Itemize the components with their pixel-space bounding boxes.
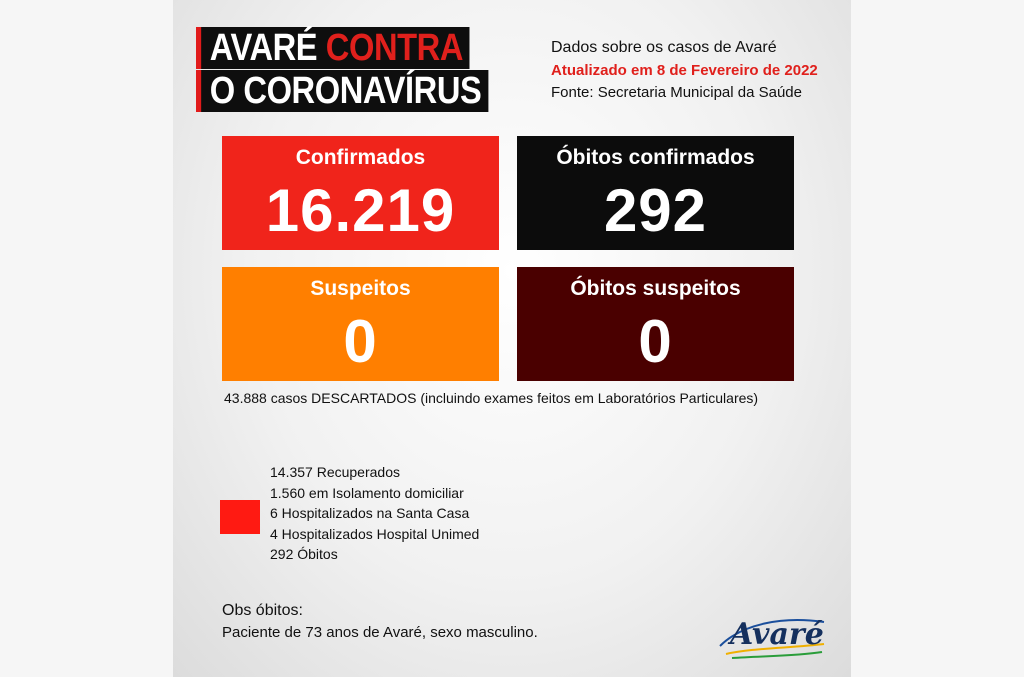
avare-logo-icon [712,604,832,664]
confirmed-box [222,136,499,250]
obs-text: Paciente de 73 anos de Avaré, sexo masculino. [222,624,538,641]
status-hospitalized-santa-casa: 6 Hospitalizados na Santa Casa [270,505,470,521]
suspected-label: Suspeitos [310,277,411,300]
status-home-isolation: 1.560 em Isolamento domiciliar [270,484,464,501]
title-word-contra: CONTRA [325,27,464,69]
status-recovered: 14.357 Recuperados [270,464,400,480]
confirmed-value: 16.219 [265,177,456,244]
obs-title: Obs óbitos: [222,602,303,619]
deaths-box [517,136,794,250]
info-updated-date: Atualizado em 8 de Fevereiro de 2022 [551,62,818,79]
status-hospitalized-unimed: 4 Hospitalizados Hospital Unimed [270,525,480,542]
suspected-deaths-box [517,267,794,381]
suspected-deaths-value: 0 [638,308,673,375]
deaths-label: Óbitos confirmados [556,146,755,169]
title-line-1 [196,27,470,69]
suspected-box [222,267,499,381]
deaths-value: 292 [603,177,708,244]
info-heading: Dados sobre os casos de Avaré [551,39,777,56]
status-deaths: 292 Óbitos [270,546,338,562]
info-source: Fonte: Secretaria Municipal da Saúde [551,84,802,101]
logo-text: Avaré [730,617,824,652]
title-line-2: O CORONAVÍRUS [196,70,488,112]
background-left [0,0,173,677]
discarded-cases-note: 43.888 casos DESCARTADOS (incluindo exames feitos em Laboratórios Particulares) [224,390,759,406]
legend-square-icon [220,500,260,534]
status-list [270,462,479,565]
background-right [851,0,1024,677]
suspected-value: 0 [343,308,378,375]
suspected-deaths-label: Óbitos suspeitos [570,277,741,300]
confirmed-label: Confirmados [295,146,426,169]
title-word-avare: AVARÉ [209,27,326,69]
